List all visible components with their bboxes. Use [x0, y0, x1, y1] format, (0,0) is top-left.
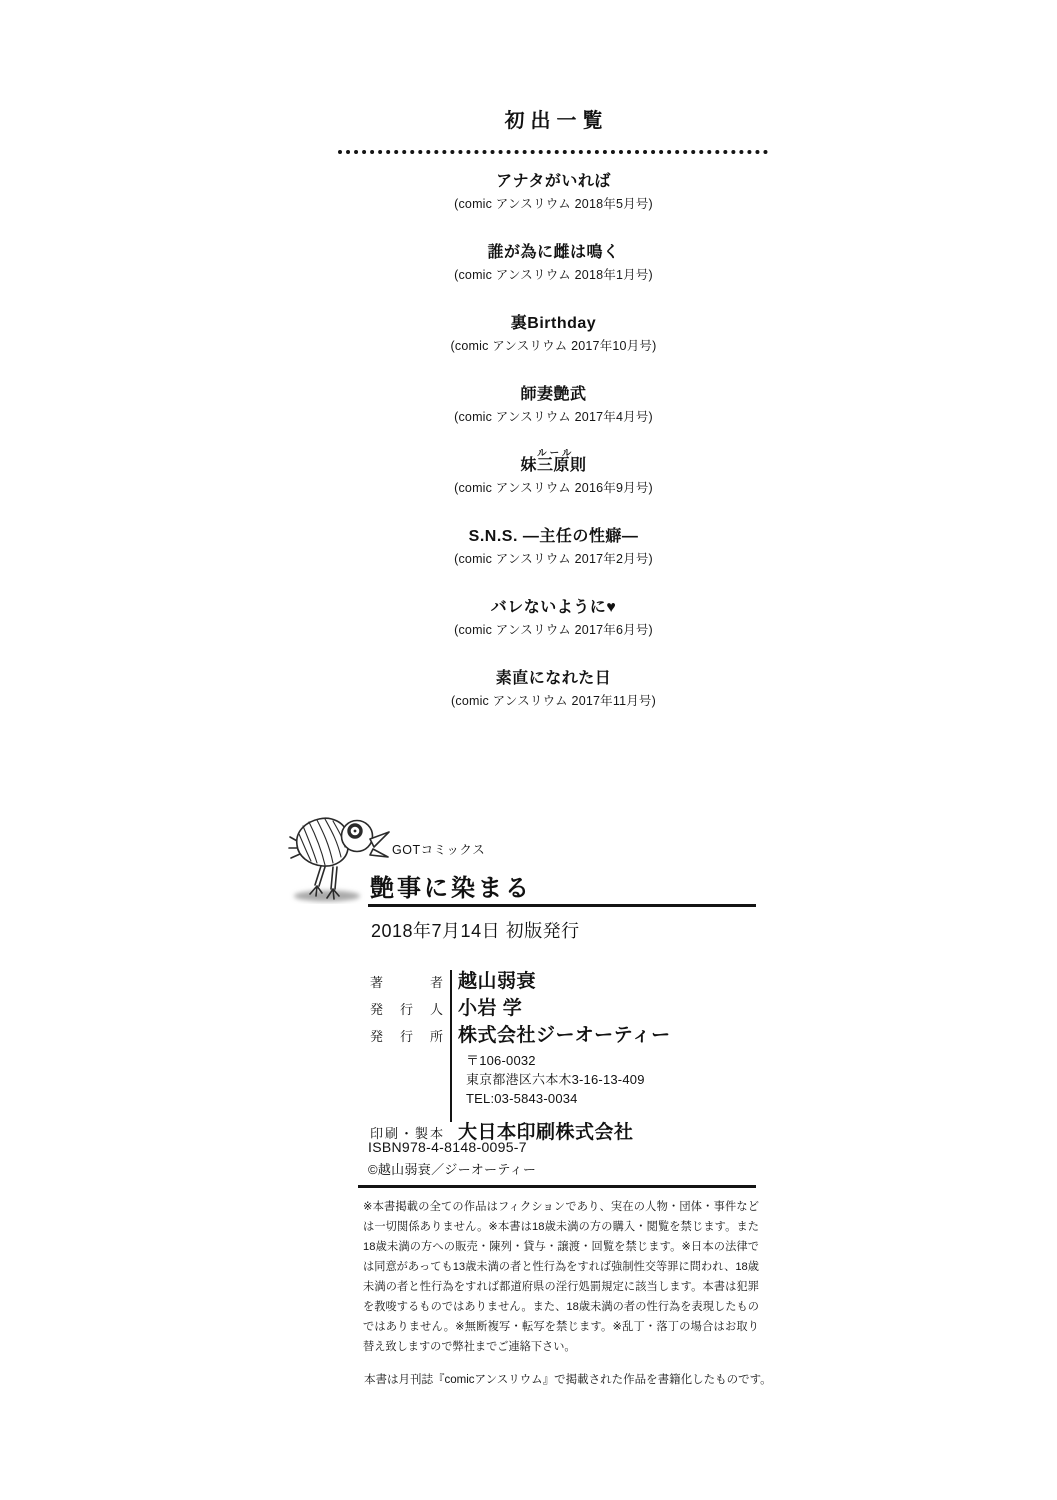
credit-label: 発行人 [370, 1002, 443, 1017]
work-item [50, 170, 1057, 213]
publisher-address-block [466, 1051, 770, 1108]
credit-value-office: 株式会社ジーオーティー [458, 1025, 671, 1046]
work-source: (comic アンスリウム 2017年11月号) [451, 694, 656, 708]
work-source: (comic アンスリウム 2018年5月号) [454, 197, 653, 211]
work-item [50, 241, 1057, 284]
credit-value-printer: 大日本印刷株式会社 [458, 1122, 634, 1143]
legal-disclaimer: ※本書掲載の全ての作品はフィクションであり、実在の人物・団体・事件などは一切関係ありません。※本書は18歳未満の方の購入・閲覧を禁じます。また18歳未満の方への販売・陳列・貸与・譲渡・回覧を禁じます。※日本の法律では同意があっても13歳未満の者と性行為をすれば強制性交等罪に問われ、18歳未満の者と性行為をすれば都道府県の淫行処罰規定に該当します。本書は犯罪を教唆するものではありません。また、18歳未満の者の性行為を表現したものではありません。※無断複写・転写を禁じます。※乱丁・落丁の場合はお取り替え致しますので弊社までご連絡下さい。 [363, 1201, 759, 1353]
credit-row-publisher [370, 993, 770, 1020]
phone-line: TEL:03-5843-0034 [466, 1091, 578, 1106]
work-item [50, 312, 1057, 355]
work-item [50, 383, 1057, 426]
work-source: (comic アンスリウム 2018年1月号) [454, 268, 653, 282]
work-source: (comic アンスリウム 2016年9月号) [454, 481, 653, 495]
work-source: (comic アンスリウム 2017年4月号) [454, 410, 653, 424]
serialization-note: 本書は月刊誌『comicアンスリウム』で掲載された作品を書籍化したものです。 [364, 1374, 772, 1386]
work-title: アナタがいれば [496, 173, 611, 190]
credit-label: 発行所 [370, 1029, 443, 1044]
isbn: ISBN978-4-8148-0095-7 [368, 1139, 527, 1155]
credit-label: 印刷・製本 [370, 1126, 443, 1141]
work-item [50, 448, 1057, 497]
dotted-divider [338, 150, 768, 154]
work-item [50, 667, 1057, 710]
credits-divider-line [450, 970, 452, 1122]
title-divider [368, 904, 756, 907]
work-item [50, 596, 1057, 639]
work-title: 妹三原則 [520, 457, 587, 474]
credit-row-author [370, 966, 770, 993]
edition-date: 2018年7月14日 初版発行 [371, 921, 580, 941]
work-item [50, 525, 1057, 568]
work-title: S.N.S. ―主任の性癖― [468, 528, 639, 545]
work-title-furigana: ルール [537, 448, 575, 459]
work-source: (comic アンスリウム 2017年2月号) [454, 552, 653, 566]
work-title: バレないように♥ [490, 599, 617, 616]
work-source: (comic アンスリウム 2017年10月号) [450, 339, 657, 353]
work-title: 裏Birthday [510, 315, 597, 332]
credit-value-publisher: 小岩 学 [458, 998, 523, 1019]
first-publication-title: 初出一覧 [504, 110, 609, 132]
credit-row-publishing-office [370, 1020, 770, 1045]
work-source: (comic アンスリウム 2017年6月号) [454, 623, 653, 637]
works-list [0, 170, 1057, 738]
credit-label: 著者 [370, 975, 443, 990]
work-title: 師妻艶武 [520, 386, 587, 403]
legal-divider [358, 1185, 756, 1188]
imprint-series-label: GOTコミックス [392, 843, 486, 857]
work-title: 誰が為に雌は鳴く [487, 244, 620, 261]
credits-table [370, 966, 770, 1147]
postal-code: 〒106-0032 [466, 1053, 536, 1068]
credit-value-author: 越山弱衰 [458, 971, 537, 992]
copyright-line: ©越山弱衰／ジーオーティー [368, 1162, 537, 1177]
book-title: 艶事に染まる [370, 875, 532, 902]
work-title: 素直になれた日 [495, 670, 612, 687]
address-line: 東京都港区六本木3-16-13-409 [466, 1072, 645, 1087]
